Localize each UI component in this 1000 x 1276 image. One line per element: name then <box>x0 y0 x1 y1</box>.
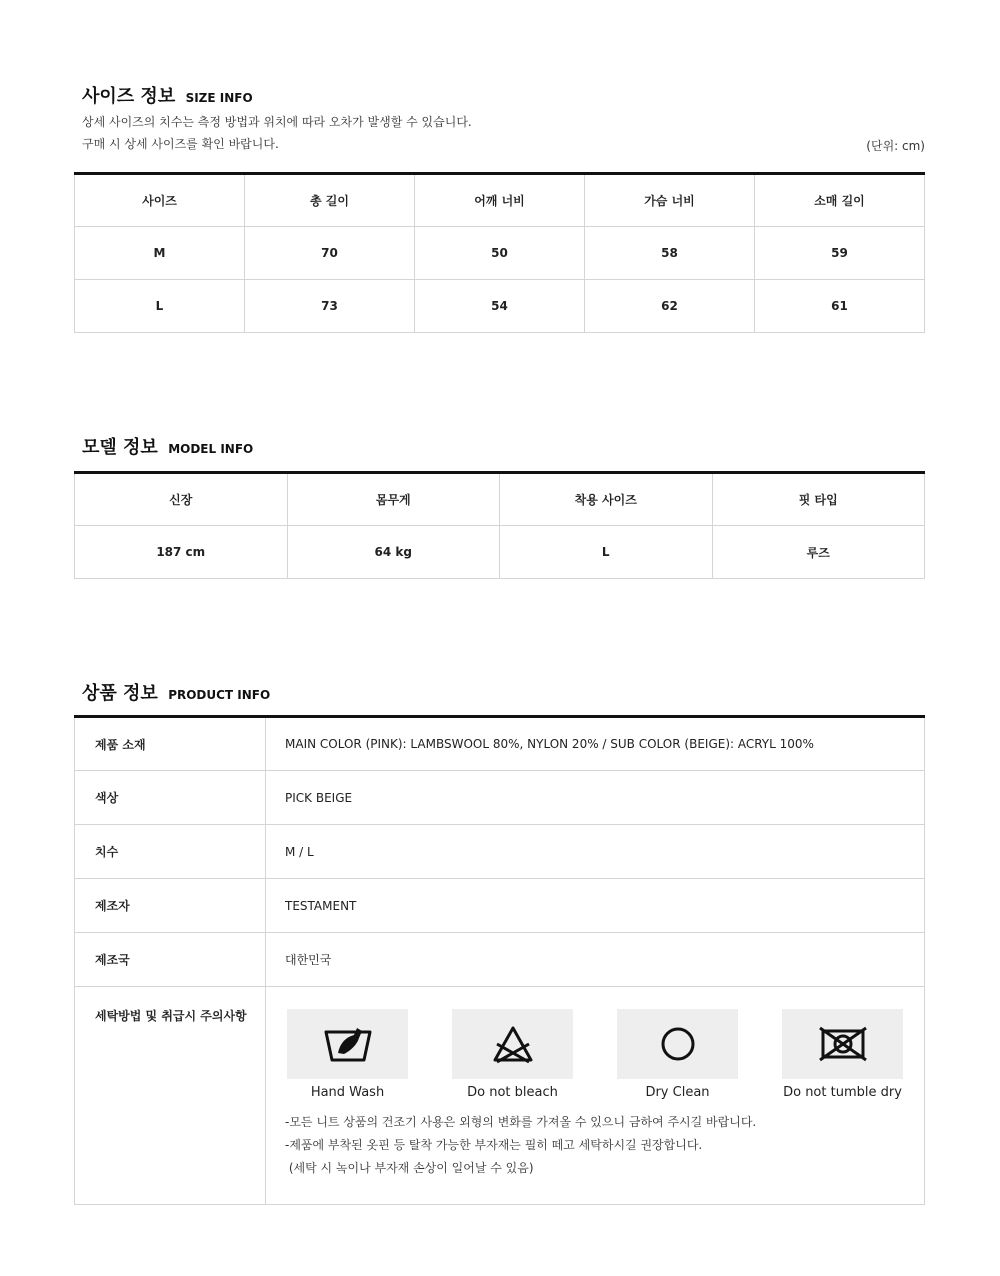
care-icon-list <box>266 987 924 1107</box>
hand-wash-icon <box>323 1024 373 1064</box>
care-label: 세탁방법 및 취급시 주의사항 <box>75 987 266 1205</box>
do-not-bleach-icon <box>491 1024 535 1064</box>
product-info-title-ko: 상품 정보 <box>82 683 158 704</box>
care-note: -제품에 부착된 옷핀 등 탈착 가능한 부자재는 필히 떼고 세탁하시길 권장합니다. <box>285 1138 703 1152</box>
care-note: (세탁 시 녹이나 부자재 손상이 일어날 수 있음) <box>285 1161 534 1175</box>
care-content <box>266 987 925 1205</box>
size-cell: L <box>75 280 245 333</box>
product-row <box>75 933 925 987</box>
size-cell: 73 <box>245 280 415 333</box>
size-header-cell: 소매 길이 <box>755 174 925 227</box>
product-label: 제조국 <box>75 933 266 987</box>
model-table <box>74 471 925 579</box>
product-label: 색상 <box>75 771 266 825</box>
size-cell: 50 <box>415 227 585 280</box>
size-cell: 62 <box>585 280 755 333</box>
size-header-cell: 가슴 너비 <box>585 174 755 227</box>
product-label: 제품 소재 <box>75 717 266 771</box>
care-icon-label: Dry Clean <box>645 1085 710 1100</box>
care-icon-label: Do not tumble dry <box>783 1085 902 1100</box>
care-row <box>75 987 925 1205</box>
care-note: -모든 니트 상품의 건조기 사용은 외형의 변화를 가져올 수 있으니 금하여 주시길 바랍니다. <box>285 1115 757 1129</box>
product-value: M / L <box>266 825 925 879</box>
size-cell: 54 <box>415 280 585 333</box>
model-info-title <box>82 431 253 459</box>
size-header-cell: 총 길이 <box>245 174 415 227</box>
size-unit-label: (단위: cm) <box>866 139 925 153</box>
size-table-row <box>75 227 925 280</box>
model-table-row <box>75 526 925 579</box>
model-cell: 64 kg <box>287 526 500 579</box>
size-info-desc-2: 구매 시 상세 사이즈를 확인 바랍니다. <box>82 137 279 151</box>
model-cell: 187 cm <box>75 526 288 579</box>
size-header-cell: 어깨 너비 <box>415 174 585 227</box>
size-cell: 61 <box>755 280 925 333</box>
product-label: 제조자 <box>75 879 266 933</box>
size-info-title <box>82 80 253 108</box>
size-cell: M <box>75 227 245 280</box>
product-info-title <box>82 677 270 705</box>
product-value: TESTAMENT <box>266 879 925 933</box>
care-icon-box <box>617 1009 738 1079</box>
product-row <box>75 771 925 825</box>
care-icon-label: Do not bleach <box>467 1085 558 1100</box>
size-cell: 59 <box>755 227 925 280</box>
model-header-cell: 핏 타입 <box>712 473 925 526</box>
care-icon-box <box>452 1009 573 1079</box>
model-header-cell: 착용 사이즈 <box>500 473 713 526</box>
size-info-title-ko: 사이즈 정보 <box>82 86 176 107</box>
dry-clean-icon <box>658 1024 698 1064</box>
model-cell: 루즈 <box>712 526 925 579</box>
model-header-cell: 몸무게 <box>287 473 500 526</box>
product-value: PICK BEIGE <box>266 771 925 825</box>
size-cell: 70 <box>245 227 415 280</box>
size-table-row <box>75 280 925 333</box>
care-icon-box <box>782 1009 903 1079</box>
size-table-header-row <box>75 174 925 227</box>
product-value: MAIN COLOR (PINK): LAMBSWOOL 80%, NYLON 20% / SUB COLOR (BEIGE): ACRYL 100% <box>266 717 925 771</box>
care-item-hand-wash <box>287 1009 408 1100</box>
care-notes <box>266 1107 924 1194</box>
product-label: 치수 <box>75 825 266 879</box>
model-info-title-ko: 모델 정보 <box>82 437 158 458</box>
product-table <box>74 715 925 1205</box>
product-row <box>75 825 925 879</box>
do-not-tumble-dry-icon <box>818 1026 868 1062</box>
product-value: 대한민국 <box>266 933 925 987</box>
model-header-cell: 신장 <box>75 473 288 526</box>
model-cell: L <box>500 526 713 579</box>
product-row <box>75 717 925 771</box>
care-item-dry-clean <box>617 1009 738 1100</box>
size-info-desc-1: 상세 사이즈의 치수는 측정 방법과 위치에 따라 오차가 발생할 수 있습니다. <box>82 115 472 129</box>
size-cell: 58 <box>585 227 755 280</box>
size-header-cell: 사이즈 <box>75 174 245 227</box>
care-icon-box <box>287 1009 408 1079</box>
size-table <box>74 172 925 333</box>
care-item-do-not-tumble-dry <box>782 1009 903 1100</box>
product-info-title-en: PRODUCT INFO <box>168 688 271 702</box>
model-info-title-en: MODEL INFO <box>168 442 254 456</box>
care-item-do-not-bleach <box>452 1009 573 1100</box>
model-table-header-row <box>75 473 925 526</box>
product-row <box>75 879 925 933</box>
size-info-title-en: SIZE INFO <box>185 91 253 105</box>
care-icon-label: Hand Wash <box>310 1085 385 1100</box>
